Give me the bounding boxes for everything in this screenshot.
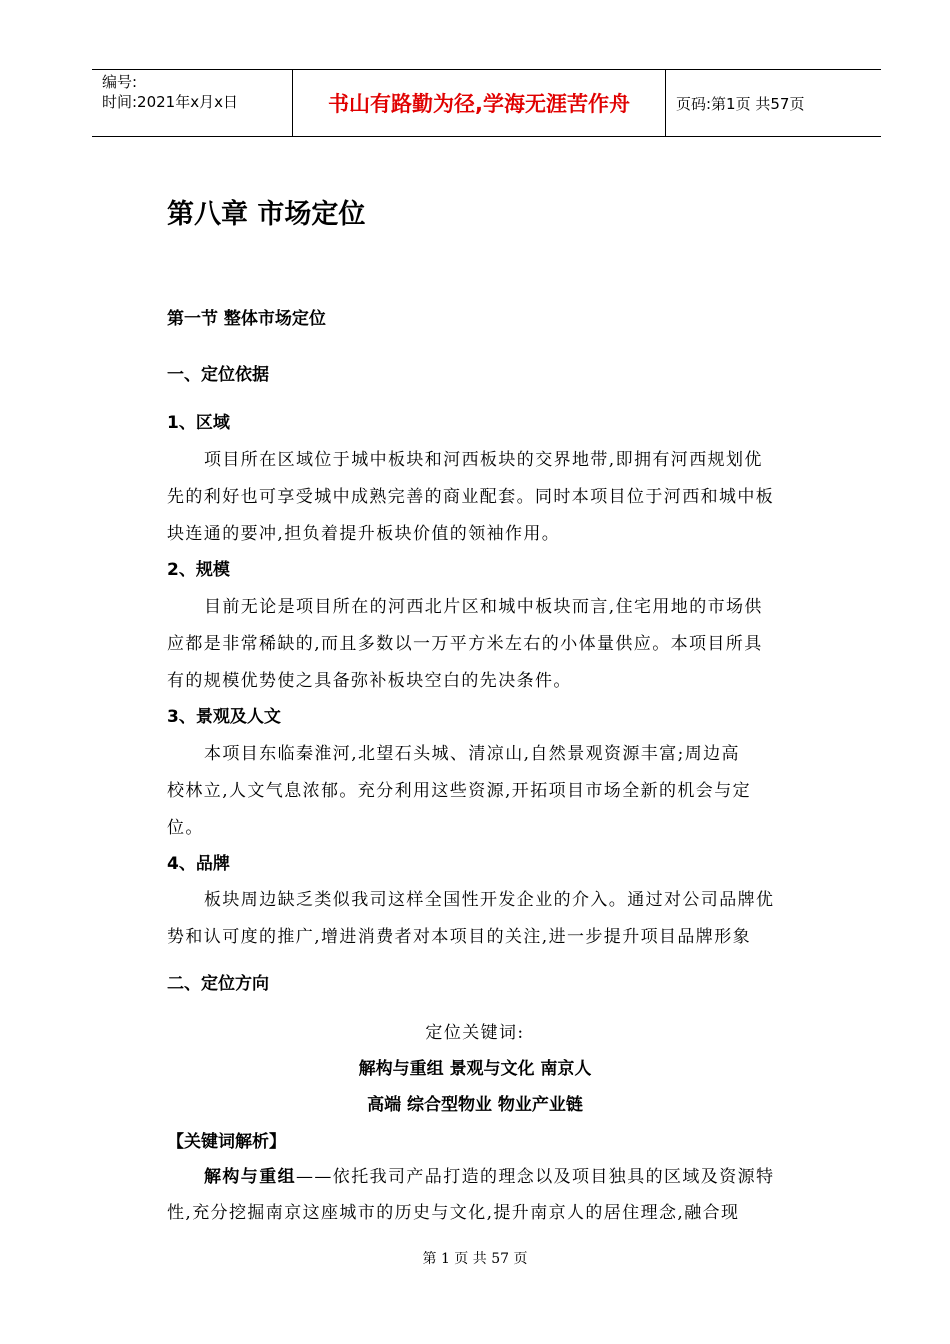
item-heading: 4、品牌 (167, 854, 230, 874)
part-heading: 二、定位方向 (167, 974, 269, 994)
page-number-label: 页码:第1页 共57页 (676, 94, 805, 113)
keyword-term: 解构与重组 (204, 1167, 296, 1187)
time-label: 时间:2021年x月x日 (102, 93, 238, 111)
paragraph-line: 应都是非常稀缺的,而且多数以一万平方米左右的小体量供应。本项目所具 (167, 634, 763, 654)
number-label: 编号: (102, 73, 138, 91)
item-heading: 3、景观及人文 (167, 707, 281, 727)
keywords-line: 解构与重组 景观与文化 南京人 (358, 1059, 592, 1079)
paragraph-line: 势和认可度的推广,增进消费者对本项目的关注,进一步提升项目品牌形象 (167, 927, 752, 947)
paragraph-text: ——依托我司产品打造的理念以及项目独具的区域及资源特 (296, 1167, 775, 1187)
header-motto: 书山有路勤为径,学海无涯苦作舟 (328, 92, 630, 116)
header-meta (102, 72, 292, 112)
page-footer: 第 1 页 共 57 页 (422, 1251, 528, 1267)
paragraph-line: 先的利好也可享受城中成熟完善的商业配套。同时本项目位于河西和城中板 (167, 487, 775, 507)
analysis-heading: 【关键词解析】 (167, 1132, 286, 1152)
paragraph-line: 有的规模优势使之具备弥补板块空白的先决条件。 (167, 671, 572, 691)
paragraph-line: 性,充分挖掘南京这座城市的历史与文化,提升南京人的居住理念,融合现 (167, 1203, 740, 1223)
paragraph-line: 位。 (167, 818, 204, 838)
item-heading: 1、区域 (167, 413, 230, 433)
header-divider (665, 70, 666, 136)
paragraph-line: 校林立,人文气息浓郁。充分利用这些资源,开拓项目市场全新的机会与定 (167, 781, 752, 801)
chapter-title: 第八章 市场定位 (167, 199, 366, 230)
section-title: 第一节 整体市场定位 (167, 309, 326, 329)
paragraph-line: 目前无论是项目所在的河西北片区和城中板块而言,住宅用地的市场供 (204, 597, 763, 617)
keywords-label: 定位关键词: (425, 1023, 525, 1043)
page-header (92, 69, 881, 137)
item-heading: 2、规模 (167, 560, 230, 580)
part-heading: 一、定位依据 (167, 365, 269, 385)
keywords-line: 高端 综合型物业 物业产业链 (367, 1095, 583, 1115)
paragraph-line: 块连通的要冲,担负着提升板块价值的领袖作用。 (167, 524, 561, 544)
paragraph-line: 板块周边缺乏类似我司这样全国性开发企业的介入。通过对公司品牌优 (204, 890, 775, 910)
paragraph-line: 本项目东临秦淮河,北望石头城、清凉山,自然景观资源丰富;周边高 (204, 744, 740, 764)
paragraph-line: 项目所在区域位于城中板块和河西板块的交界地带,即拥有河西规划优 (204, 450, 763, 470)
paragraph-line (204, 1162, 774, 1187)
